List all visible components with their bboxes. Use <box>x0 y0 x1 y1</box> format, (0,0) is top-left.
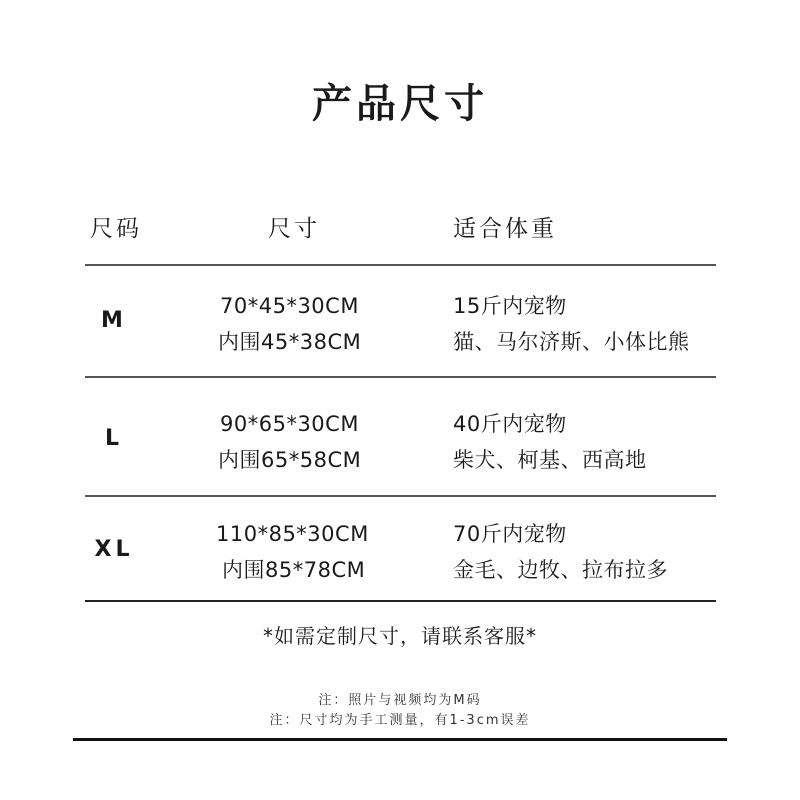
page-title: 产品尺寸 <box>312 81 488 127</box>
inner-size: 内围85*78CM <box>222 558 366 582</box>
header-dimensions: 尺寸 <box>268 216 320 242</box>
header-fit-weight: 适合体重 <box>453 216 557 242</box>
weight-limit: 15斤内宠物 <box>453 294 567 318</box>
size-label-l: L <box>104 426 124 451</box>
custom-size-note: *如需定制尺寸，请联系客服* <box>263 624 537 648</box>
size-label-xl: XL <box>94 537 134 562</box>
divider <box>85 495 716 497</box>
bottom-rule <box>73 738 727 741</box>
table-bottom-rule <box>85 600 716 602</box>
dimensions-xl <box>216 516 369 588</box>
breeds: 柴犬、柯基、西高地 <box>453 448 647 472</box>
header-size: 尺码 <box>90 216 142 242</box>
outer-size: 110*85*30CM <box>216 522 369 546</box>
inner-size: 内围65*58CM <box>218 448 362 472</box>
fit-l <box>453 406 647 478</box>
fit-xl <box>453 516 668 588</box>
weight-limit: 70斤内宠物 <box>453 522 567 546</box>
outer-size: 70*45*30CM <box>220 294 359 318</box>
dimensions-l <box>218 406 361 478</box>
inner-size: 内围45*38CM <box>218 330 362 354</box>
breeds: 金毛、边牧、拉布拉多 <box>453 558 668 582</box>
note-photo: 注：照片与视频均为M码 <box>318 693 482 708</box>
size-label-m: M <box>101 308 127 333</box>
fit-m <box>453 288 690 360</box>
dimensions-m <box>218 288 361 360</box>
weight-limit: 40斤内宠物 <box>453 412 567 436</box>
outer-size: 90*65*30CM <box>220 412 359 436</box>
footnotes <box>0 691 800 731</box>
note-measurement: 注：尺寸均为手工测量，有1-3cm误差 <box>269 713 531 728</box>
divider <box>85 376 716 378</box>
divider <box>85 264 716 266</box>
breeds: 猫、马尔济斯、小体比熊 <box>453 330 690 354</box>
